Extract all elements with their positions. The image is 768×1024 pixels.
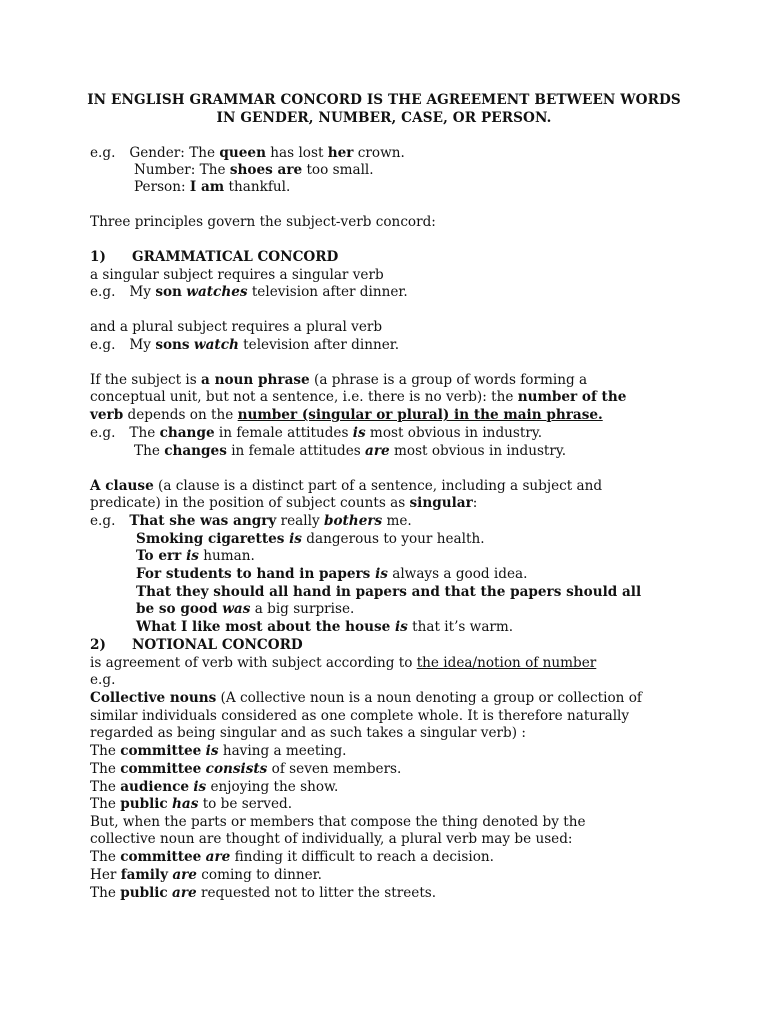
noun-phrase-line-1: If the subject is a noun phrase (a phrase is a group of words forming a: [90, 372, 588, 388]
collective-line-1: Collective nouns (A collective noun is a noun denoting a group or collection of: [90, 690, 642, 706]
clause-line-1: A clause (a clause is a distinct part of a sentence, including a subject and: [90, 478, 603, 494]
clause-example-7: What I like most about the house is that it’s warm.: [136, 619, 514, 635]
plural-rule: and a plural subject requires a plural verb: [90, 319, 383, 335]
singular-example: e.g. My son watches television after dinner.: [90, 284, 408, 300]
notional-eg: e.g.: [90, 672, 116, 688]
gender-example: e.g. Gender: The queen has lost her crown.: [90, 145, 405, 161]
section-1-number: 1): [90, 249, 106, 265]
clause-example-1: e.g. That she was angry really bothers me.: [90, 513, 412, 529]
title-line-2: IN GENDER, NUMBER, CASE, OR PERSON.: [216, 110, 552, 126]
singular-rule: a singular subject requires a singular verb: [90, 267, 384, 283]
clause-example-6: be so good was a big surprise.: [136, 601, 355, 617]
number-example: Number: The shoes are too small.: [134, 162, 374, 178]
singular-collective-4: The public has to be served.: [90, 796, 293, 812]
noun-phrase-example-2: The changes in female attitudes are most obvious in industry.: [134, 443, 567, 459]
section-2-heading: NOTIONAL CONCORD: [132, 637, 303, 653]
principles-intro: Three principles govern the subject-verb concord:: [90, 214, 436, 230]
clause-example-2: Smoking cigarettes is dangerous to your health.: [136, 531, 485, 547]
clause-line-2: predicate) in the position of subject counts as singular:: [90, 495, 478, 511]
notional-definition: is agreement of verb with subject according to the idea/notion of number: [90, 655, 597, 671]
but-line-2: collective noun are thought of individually, a plural verb may be used:: [90, 831, 573, 847]
person-example: Person: I am thankful.: [134, 179, 291, 195]
singular-collective-1: The committee is having a meeting.: [90, 743, 347, 759]
singular-collective-3: The audience is enjoying the show.: [90, 779, 339, 795]
clause-example-3: To err is human.: [136, 548, 255, 564]
plural-example: e.g. My sons watch television after dinner.: [90, 337, 400, 353]
noun-phrase-line-2: conceptual unit, but not a sentence, i.e. there is no verb): the number of the: [90, 389, 627, 405]
noun-phrase-example-1: e.g. The change in female attitudes is most obvious in industry.: [90, 425, 543, 441]
collective-line-3: regarded as being singular and as such takes a singular verb) :: [90, 725, 526, 741]
eg-label: e.g.: [90, 145, 116, 161]
clause-example-4: For students to hand in papers is always a good idea.: [136, 566, 528, 582]
plural-collective-2: Her family are coming to dinner.: [90, 867, 322, 883]
but-line-1: But, when the parts or members that compose the thing denoted by the: [90, 814, 586, 830]
clause-example-5: That they should all hand in papers and that the papers should all: [136, 584, 642, 600]
singular-collective-2: The committee consists of seven members.: [90, 761, 402, 777]
plural-collective-3: The public are requested not to litter the streets.: [90, 885, 437, 901]
plural-collective-1: The committee are finding it difficult to reach a decision.: [90, 849, 494, 865]
collective-line-2: similar individuals considered as one complete whole. It is therefore naturally: [90, 708, 630, 724]
noun-phrase-line-3: verb depends on the number (singular or plural) in the main phrase.: [90, 407, 603, 423]
section-2-number: 2): [90, 637, 106, 653]
section-1-heading: GRAMMATICAL CONCORD: [132, 249, 339, 265]
title-line-1: IN ENGLISH GRAMMAR CONCORD IS THE AGREEMENT BETWEEN WORDS: [87, 92, 681, 108]
